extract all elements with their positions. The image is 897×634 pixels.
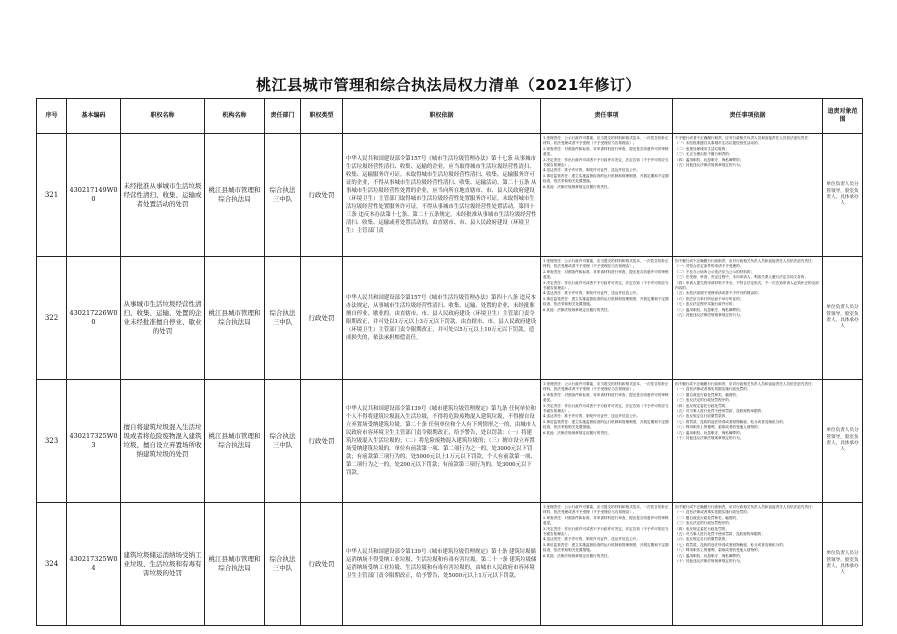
- text-line: 6.其他：法律法规规章规定应履行的责任。: [543, 184, 612, 189]
- text-line: 因不履行或不正确履行行政职责，应对行政相关负责人员和直接责任人员依法追究责任：: [675, 259, 816, 263]
- text-line: 4.送达责任：准予许可的，制发许可证件，送达并信息公开。: [543, 414, 640, 419]
- text-line: 因不履行或不正确履行行政职责，应对行政相关负责人员和直接责任人员依法追究责任：: [675, 505, 816, 509]
- text-line: 1.受理责任：公示行政许可要素、应当提交的材料和格式范本，一次性告知补正材料，依法受理或者不予受理（不予受理应当告知理由）。: [543, 136, 669, 146]
- table-row: [37, 134, 863, 257]
- text-line: 2.审查责任：对照条件和标准，对申请材料进行审查，提出是否同意许可的审核意见。: [543, 269, 669, 280]
- cell-name: 未经批准从事城市生活垃圾经营性清扫、收集、运输或者处置活动的处罚: [121, 134, 205, 257]
- text-line: （九）其他违反法律法规规章规定的行为。: [675, 313, 744, 318]
- text-line: （五）其他违反法律法规规章规定的行为。: [675, 163, 744, 168]
- cell-code: 430217325W03: [67, 380, 121, 503]
- text-line: （五）对当事人进行处罚不使用罚款、没收财物单据的；: [675, 532, 765, 537]
- cell-basis: 中华人民共和国建设部令第139号《城市建筑垃圾管理规定》第九条 任何单位和个人不得将建筑垃圾混入生活垃圾，不得将危险废物混入建筑垃圾，不得擅自设立弃置场受纳建筑垃圾。第二十条 任何单位和个人有下列情形之一的，由城市人民政府市容环境卫生主管部门责令限期改正，给予警告，处以罚款：（一）将建筑垃圾混入生活垃圾的；（二）将危险废物混入建筑垃圾的；（三）擅自设立弃置场受纳建筑垃圾的。单位有前款第一项、第二项行为之一的，处3000元以下罚款；有前款第三项行为的，处5000元以上1万元以下罚款。个人有前款第一项、第二项行为之一的，处200元以下罚款；有前款第三项行为的，处3000元以下罚款。: [343, 380, 541, 503]
- cell-basis: 中华人民共和国建设部令第139号《城市建筑垃圾管理规定》第十条 建筑垃圾储运消纳场不得受纳工业垃圾、生活垃圾和有毒有害垃圾。第二十一条 建筑垃圾储运消纳场受纳工业垃圾、生活垃圾和有毒有害垃圾的，由城市人民政府市容环境卫生主管部门责令限期改正，给予警告，处5000元以上1万元以下罚款。: [343, 503, 541, 626]
- text-line: （五）未依法说明不受理申请或者不予许可的理由的；: [675, 291, 762, 296]
- cell-duty-basis: [673, 257, 823, 380]
- cell-duty-basis: [673, 503, 823, 626]
- cell-dept: 综合执法三中队: [265, 257, 301, 380]
- cell-basis: 中华人民共和国建设部令第157号《城市生活垃圾管理办法》第十七条 从事城市生活垃圾经营性清扫、收集、运输的企业，应当取得城市生活垃圾经营性清扫、收集、运输服务许可证。未取得城市生活垃圾经营性清扫、收集、运输服务许可证的企业，不得从事城市生活垃圾经营性清扫、收集、运输活动。第二十五条 从事城市生活垃圾经营性处置的企业，应当向所在地直辖市、市、县人民政府建设（环境卫生）主管部门取得城市生活垃圾经营性处置服务许可证。未取得城市生活垃圾经营性处置服务许可证，不得从事城市生活垃圾经营性处置活动。第四十三条 违反本办法第十七条、第二十五条规定，未经批准从事城市生活垃圾经营性清扫、收集、运输或者处置活动的，由直辖市、市、县人民政府建设（环境卫生）主管部门责: [343, 134, 541, 257]
- cell-blame: 单位负责人员分管领导，股室负责人，具体承办人: [823, 134, 863, 257]
- text-line: 1.受理责任：公示行政许可要素、应当提交的材料和格式范本，一次性告知补正材料，依法受理或者不予受理（不予受理应当告知理由）。: [543, 505, 669, 515]
- text-line: 5.事后监管责任：建立实施监督检查的运行机制和管理制度，开展定期和不定期检查，依法采取相关处置措施。: [543, 542, 669, 553]
- text-line: 4.送达责任：准予许可的，制发许可证件，送达并信息公开。: [543, 537, 640, 542]
- cell-name: 擅自将建筑垃圾混入生活垃圾或者将危险废物混入建筑垃圾、擅自设立弃置场所收纳建筑垃圾的处罚: [121, 380, 205, 503]
- text-line: （九）滥用职权、玩忽职守、徇私舞弊的；: [675, 553, 744, 558]
- header-dept: 责任部门: [265, 99, 301, 134]
- cell-duty: [541, 257, 673, 380]
- header-org: 机构名称: [205, 99, 265, 134]
- text-line: （四）申请人提交的申请材料不齐全、不符合法定形式，不一次告知申请人必须补正的全部内容的；: [675, 280, 819, 291]
- power-list-table: [36, 98, 863, 626]
- text-line: （六）依法应当举行听证而不举行听证的；: [675, 296, 744, 301]
- cell-code: 430217226W00: [67, 257, 121, 380]
- text-line: 5.事后监管责任：建立实施监督检查的运行机制和管理制度，开展定期和不定期检查，依法采取相关处置措施。: [543, 296, 669, 307]
- text-line: （十）其他违反法律法规规章规定的行为。: [675, 436, 744, 441]
- text-line: 4.送达责任：准予许可的，制发许可证件，送达并信息公开。: [543, 168, 640, 173]
- text-line: 3.决定责任：作出行政许可或者不予行政许可决定，法定告知（不予许可的应当书面告知理由）。: [543, 526, 669, 537]
- cell-type: 行政处罚: [301, 380, 343, 503]
- text-line: （四）滥用职权、玩忽职守、徇私舞弊的；: [675, 157, 744, 162]
- text-line: （三）在受理、审查、决定过程中，未向申请人、利害关系人履行法定告知义务的；: [675, 275, 808, 280]
- cell-duty-basis: [673, 380, 823, 503]
- cell-dept: 综合执法三中队: [265, 134, 301, 257]
- text-line: （七）违反法定程序实施行政许可的；: [675, 302, 737, 307]
- text-line: 5.事后监管责任：建立实施监督检查的运行机制和管理制度，开展定期和不定期检查，依法采取相关处置措施。: [543, 173, 669, 184]
- text-line: 5.事后监管责任：建立实施监督检查的运行机制和管理制度，开展定期和不定期检查，依法采取相关处置措施。: [543, 419, 669, 430]
- cell-code: 430217325W04: [67, 503, 121, 626]
- cell-blame: 单位负责人员分管领导，股室负责人，具体承办人: [823, 503, 863, 626]
- cell-org: 桃江县城市管理和综合执法局: [205, 257, 265, 380]
- text-line: （七）将罚款、没收的违法所得或者财物截留、私分或者变相私分的；: [675, 419, 787, 424]
- cell-org: 桃江县城市管理和综合执法局: [205, 503, 265, 626]
- cell-name: 建筑垃圾储运消纳场受纳工业垃圾、生活垃圾和有毒有害垃圾的处罚: [121, 503, 205, 626]
- text-line: 3.决定责任：作出行政许可或者不予行政许可决定，法定告知（不予许可的应当书面告知理由）。: [543, 280, 669, 291]
- cell-type: 行政处罚: [301, 503, 343, 626]
- table-row: [37, 257, 863, 380]
- text-line: （四）违反规定委托行政处罚的；: [675, 526, 729, 531]
- text-line: （三）无正当理由拒不履行职责的；: [675, 152, 733, 157]
- cell-duty: [541, 380, 673, 503]
- text-line: （一）没有法律或者事实依据实施行政处罚的；: [675, 387, 751, 392]
- text-line: 2.审查责任：对照条件和标准，对申请材料进行审查，提出是否同意许可的审核意见。: [543, 146, 669, 157]
- table-row: [37, 503, 863, 626]
- text-line: （二）不在办公场所公示依法应当公示的材料的；: [675, 269, 755, 274]
- text-line: 1.受理责任：公示行政许可要素、应当提交的材料和格式范本，一次性告知补正材料，依法受理或者不予受理（不予受理应当告知理由）。: [543, 259, 669, 269]
- text-line: （三）违反法定的行政处罚程序的；: [675, 521, 733, 526]
- header-row: [37, 99, 863, 134]
- text-line: 6.其他：法律法规规章规定应履行的责任。: [543, 553, 612, 558]
- text-line: （八）利用职务上的便利，索取或者收受他人财物的；: [675, 548, 762, 553]
- header-duty-basis: 责任事项依据: [673, 99, 823, 134]
- header-type: 职权类型: [301, 99, 343, 134]
- cell-org: 桃江县城市管理和综合执法局: [205, 134, 265, 257]
- cell-name: 从事城市生活垃圾经营性清扫、收集、运输、处置的企业未经批准擅自停业、歇业的处罚: [121, 257, 205, 380]
- cell-duty-basis: [673, 134, 823, 257]
- cell-seq: 321: [37, 134, 67, 257]
- header-code: 基本编码: [67, 99, 121, 134]
- cell-blame: 单位负责人员分管领导，股室负责人，具体承办人: [823, 380, 863, 503]
- cell-basis: 中华人民共和国建设部令第157号《城市生活垃圾管理办法》第四十八条 违反本办法规定，从事城市生活垃圾经营性清扫、收集、运输、处置的企业，未经批准擅自停业、歇业的，由直辖市、市、县人民政府建设（环境卫生）主管部门责令限期改正，并可处以1万元以上3万元以下罚款。由直辖市、市、县人民政府建设（环境卫生）主管部门责令限期改正，并可处以5万元以上10万元以下罚款。造成损失的，依法承担赔偿责任。: [343, 257, 541, 380]
- text-line: 2.审查责任：对照条件和标准，对申请材料进行审查，提出是否同意许可的审核意见。: [543, 515, 669, 526]
- text-line: （一）对符合法定条件的申请不予受理的；: [675, 264, 744, 269]
- header-seq: 序号: [37, 99, 67, 134]
- cell-code: 430217149W00: [67, 134, 121, 257]
- cell-seq: 322: [37, 257, 67, 380]
- cell-seq: 323: [37, 380, 67, 503]
- text-line: （八）利用职务上的便利，索取或者收受他人财物的；: [675, 425, 762, 430]
- cell-duty: [541, 134, 673, 257]
- text-line: （三）违反法定的行政处罚程序的；: [675, 398, 733, 403]
- cell-blame: 单位负责人员分管领导，股室负责人，具体承办人: [823, 257, 863, 380]
- cell-dept: 综合执法三中队: [265, 503, 301, 626]
- text-line: （九）滥用职权、玩忽职守、徇私舞弊的；: [675, 430, 744, 435]
- text-line: （一）未经批准擅自从事城市生活垃圾经营性活动的；: [675, 141, 762, 146]
- header-name: 职权名称: [121, 99, 205, 134]
- text-line: （二）擅自改变行政处罚种类、幅度的；: [675, 515, 740, 520]
- cell-type: 行政处罚: [301, 134, 343, 257]
- cell-duty: [541, 503, 673, 626]
- header-basis: 职权依据: [343, 99, 541, 134]
- text-line: 3.决定责任：作出行政许可或者不予行政许可决定，法定告知（不予许可的应当书面告知理由）。: [543, 403, 669, 414]
- text-line: （六）违反规定自行收缴罚款的；: [675, 537, 729, 542]
- text-line: （二）违规处理城市生活垃圾的；: [675, 146, 729, 151]
- text-line: （一）没有法律或者事实依据实施行政处罚的；: [675, 510, 751, 515]
- text-line: （四）违反规定委托行政处罚的；: [675, 403, 729, 408]
- text-line: （七）将罚款、没收的违法所得或者财物截留、私分或者变相私分的；: [675, 542, 787, 547]
- text-line: （二）擅自改变行政处罚种类、幅度的；: [675, 392, 740, 397]
- cell-org: 桃江县城市管理和综合执法局: [205, 380, 265, 503]
- header-duty: 责任事项: [541, 99, 673, 134]
- text-line: （十）其他违反法律法规规章规定的行为。: [675, 559, 744, 564]
- text-line: 因不履行或不正确履行行政职责，应对行政相关负责人员和直接责任人员依法追究责任：: [675, 382, 816, 386]
- text-line: 6.其他：法律法规规章规定应履行的责任。: [543, 430, 612, 435]
- table-row: [37, 380, 863, 503]
- page-title: 桃江县城市管理和综合执法局权力清单（2021年修订）: [256, 76, 641, 94]
- text-line: 不予履行或者不正确履行职责，应对行政相关负责人员和直接责任人员依法追究责任：: [675, 136, 812, 140]
- header-blame: 追责对象范围: [823, 99, 863, 134]
- cell-dept: 综合执法三中队: [265, 380, 301, 503]
- text-line: （五）对当事人进行处罚不使用罚款、没收财物单据的；: [675, 409, 765, 414]
- cell-type: 行政处罚: [301, 257, 343, 380]
- cell-seq: 324: [37, 503, 67, 626]
- text-line: （六）违反规定自行收缴罚款的；: [675, 414, 729, 419]
- text-line: 2.审查责任：对照条件和标准，对申请材料进行审查，提出是否同意许可的审核意见。: [543, 392, 669, 403]
- text-line: 4.送达责任：准予许可的，制发许可证件，送达并信息公开。: [543, 291, 640, 296]
- text-line: 1.受理责任：公示行政许可要素、应当提交的材料和格式范本，一次性告知补正材料，依法受理或者不予受理（不予受理应当告知理由）。: [543, 382, 669, 392]
- text-line: （八）滥用职权、玩忽职守、徇私舞弊的；: [675, 307, 744, 312]
- text-line: 6.其他：法律法规规章规定应履行的责任。: [543, 307, 612, 312]
- text-line: 3.决定责任：作出行政许可或者不予行政许可决定，法定告知（不予许可的应当书面告知理由）。: [543, 157, 669, 168]
